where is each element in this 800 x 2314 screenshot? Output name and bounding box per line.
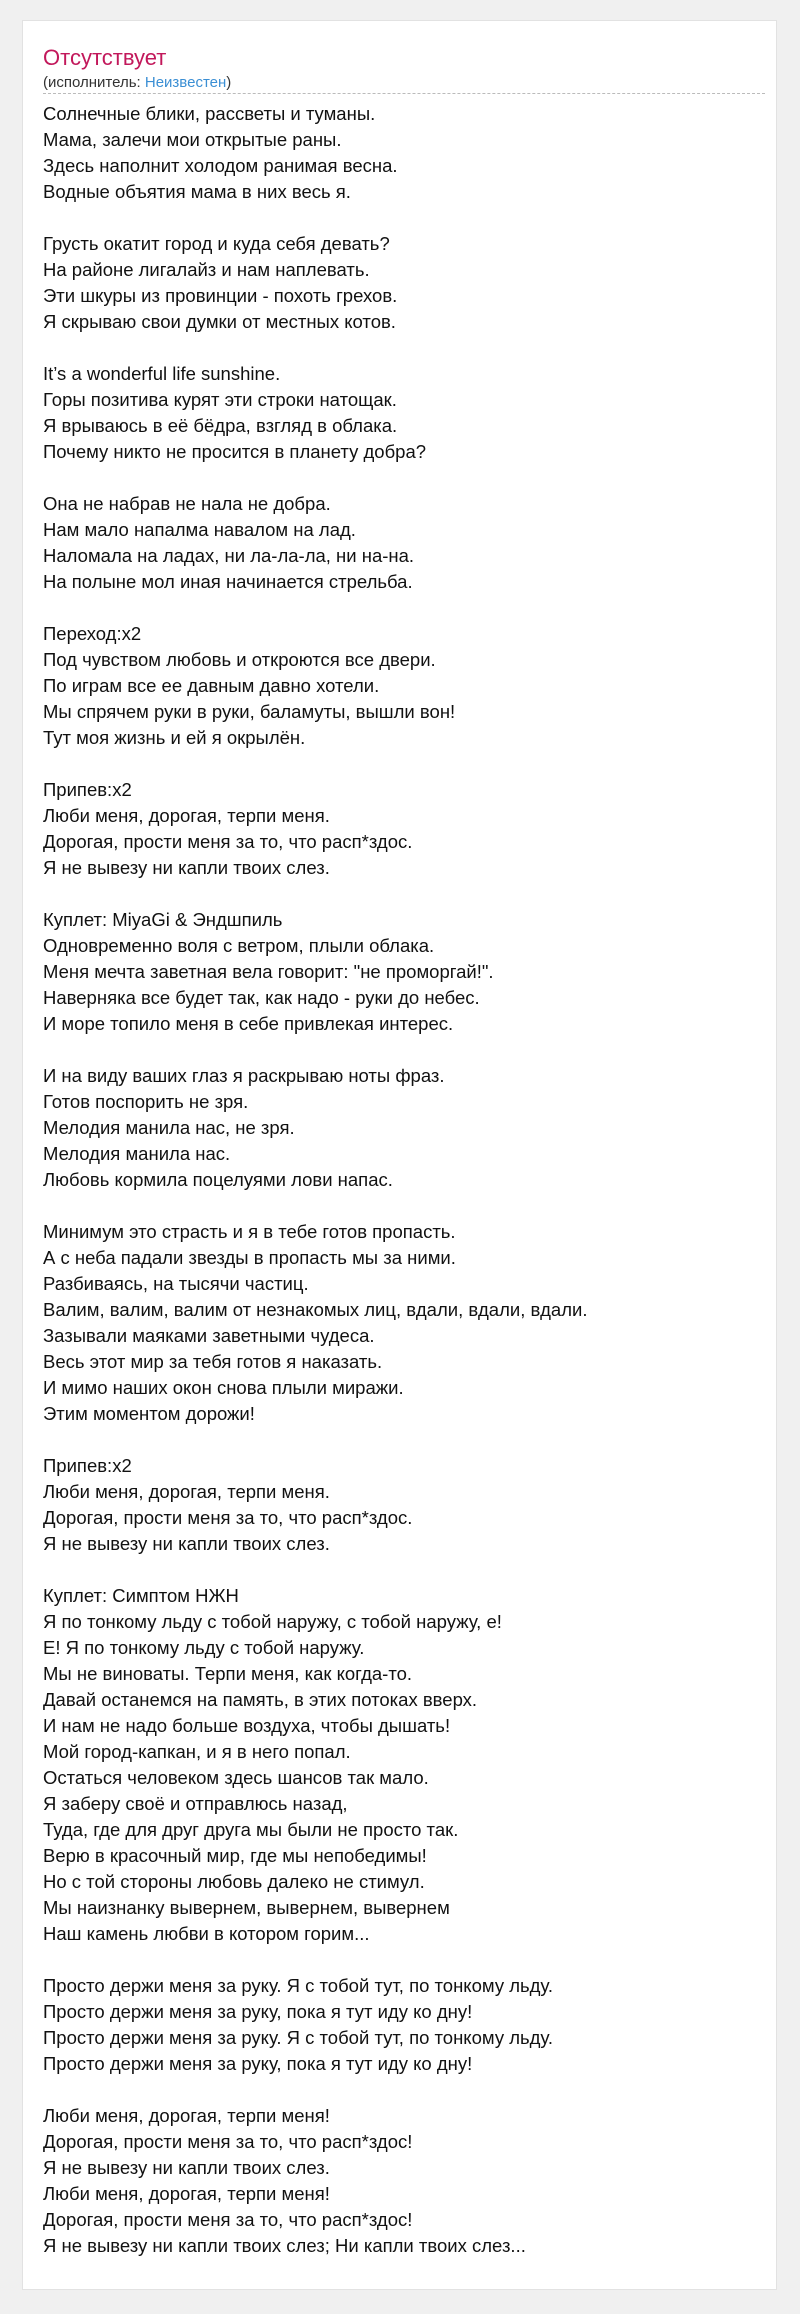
lyric-line: Куплет: MiyaGi & Эндшпиль	[43, 909, 283, 930]
lyric-line: Я скрываю свои думки от местных котов.	[43, 311, 396, 332]
lyric-line: Здесь наполнит холодом ранимая весна.	[43, 155, 398, 176]
stanza-break	[43, 1427, 765, 1453]
lyric-line: Мелодия манила нас, не зря.	[43, 1117, 295, 1138]
artist-link[interactable]: Неизвестен	[144, 74, 227, 91]
lyric-line: Зазывали маяками заветными чудеса.	[43, 1325, 375, 1346]
lyric-line: Валим, валим, валим от незнакомых лиц, вдали, вдали, вдали.	[43, 1299, 588, 1320]
lyric-line: Мой город-капкан, и я в него попал.	[43, 1741, 351, 1762]
lyric-line: Люби меня, дорогая, терпи меня!	[43, 2105, 330, 2126]
lyric-line: Люби меня, дорогая, терпи меня.	[43, 1481, 330, 1502]
lyric-line: Этим моментом дорожи!	[43, 1403, 255, 1424]
lyric-line: Мы не виноваты. Терпи меня, как когда-то.	[43, 1663, 413, 1684]
lyric-line: Мы спрячем руки в руки, баламуты, вышли вон!	[43, 701, 456, 722]
stanza-break	[43, 2077, 765, 2103]
stanza-break	[43, 751, 765, 777]
lyric-line: Она не набрав не нала не добра.	[43, 493, 331, 514]
song-title: Отсутствует	[43, 45, 167, 70]
lyric-line: Грусть окатит город и куда себя девать?	[43, 233, 390, 254]
lyric-line: Дорогая, прости меня за то, что расп*здос!	[43, 2209, 413, 2230]
lyric-line: It’s a wonderful life sunshine.	[43, 363, 281, 384]
lyric-line: Тут моя жизнь и ей я окрылён.	[43, 727, 306, 748]
lyric-line: Мама, залечи мои открытые раны.	[43, 129, 342, 150]
stanza-break	[43, 1037, 765, 1063]
lyric-line: Просто держи меня за руку. Я с тобой тут, по тонкому льду.	[43, 2027, 553, 2048]
stanza-break	[43, 205, 765, 231]
lyric-line: Дорогая, прости меня за то, что расп*здос.	[43, 1507, 413, 1528]
lyric-line: Весь этот мир за тебя готов я наказать.	[43, 1351, 383, 1372]
lyric-line: Дорогая, прости меня за то, что расп*здос!	[43, 2131, 413, 2152]
lyric-line: Туда, где для друг друга мы были не просто так.	[43, 1819, 459, 1840]
lyric-line: Просто держи меня за руку. Я с тобой тут, по тонкому льду.	[43, 1975, 553, 1996]
artist-prefix: (исполнитель:	[43, 74, 145, 91]
lyric-line: Припев:x2	[43, 1455, 132, 1476]
lyric-line: Одновременно воля с ветром, плыли облака.	[43, 935, 435, 956]
lyric-line: Водные объятия мама в них весь я.	[43, 181, 351, 202]
lyric-line: И нам не надо больше воздуха, чтобы дышать!	[43, 1715, 451, 1736]
stanza-break	[43, 1947, 765, 1973]
lyric-line: Верю в красочный мир, где мы непобедимы!	[43, 1845, 427, 1866]
lyric-line: Мы наизнанку вывернем, вывернем, вывернем	[43, 1897, 450, 1918]
lyric-line: Я не вывезу ни капли твоих слез.	[43, 857, 330, 878]
lyric-line: И на виду ваших глаз я раскрываю ноты фраз.	[43, 1065, 445, 1086]
stanza-break	[43, 335, 765, 361]
lyric-line: Я не вывезу ни капли твоих слез.	[43, 1533, 330, 1554]
lyric-line: Давай останемся на память, в этих потоках вверх.	[43, 1689, 478, 1710]
stanza-break	[43, 465, 765, 491]
lyric-line: Я врываюсь в её бёдра, взгляд в облака.	[43, 415, 398, 436]
lyric-line: Переход:x2	[43, 623, 142, 644]
lyric-line: Наш камень любви в котором горим...	[43, 1923, 370, 1944]
lyric-line: Я по тонкому льду с тобой наружу, с тобой наружу, е!	[43, 1611, 502, 1632]
lyric-line: Куплет: Симптом НЖН	[43, 1585, 239, 1606]
lyric-line: И мимо наших окон снова плыли миражи.	[43, 1377, 404, 1398]
lyric-line: Почему никто не просится в планету добра?	[43, 441, 427, 462]
lyric-line: Люби меня, дорогая, терпи меня.	[43, 805, 330, 826]
lyric-line: А с неба падали звезды в пропасть мы за ними.	[43, 1247, 456, 1268]
stanza-break	[43, 1557, 765, 1583]
lyric-line: Солнечные блики, рассветы и туманы.	[43, 103, 376, 124]
lyric-line: Но с той стороны любовь далеко не стимул.	[43, 1871, 425, 1892]
lyric-line: Эти шкуры из провинции - похоть грехов.	[43, 285, 398, 306]
lyric-line: На полыне мол иная начинается стрельба.	[43, 571, 413, 592]
lyric-line: Просто держи меня за руку, пока я тут иду ко дну!	[43, 2001, 473, 2022]
lyric-line: Готов поспорить не зря.	[43, 1091, 249, 1112]
lyrics-page	[22, 20, 777, 2290]
lyric-line: Любовь кормила поцелуями лови напас.	[43, 1169, 393, 1190]
stanza-break	[43, 595, 765, 621]
lyrics-text	[43, 101, 765, 2259]
lyric-line: Минимум это страсть и я в тебе готов пропасть.	[43, 1221, 456, 1242]
lyric-line: Мелодия манила нас.	[43, 1143, 231, 1164]
lyric-line: И море топило меня в себе привлекая интерес.	[43, 1013, 454, 1034]
stanza-break	[43, 881, 765, 907]
lyric-line: Дорогая, прости меня за то, что расп*здос.	[43, 831, 413, 852]
lyric-line: Меня мечта заветная вела говорит: "не проморгай!".	[43, 961, 494, 982]
lyric-line: Припев:x2	[43, 779, 132, 800]
lyric-line: Наломала на ладах, ни ла-ла-ла, ни на-на.	[43, 545, 415, 566]
lyric-line: Просто держи меня за руку, пока я тут иду ко дну!	[43, 2053, 473, 2074]
lyric-line: Е! Я по тонкому льду с тобой наружу.	[43, 1637, 365, 1658]
stanza-break	[43, 1193, 765, 1219]
lyric-line: Я не вывезу ни капли твоих слез; Ни капли твоих слез...	[43, 2235, 526, 2256]
lyric-line: Люби меня, дорогая, терпи меня!	[43, 2183, 330, 2204]
artist-suffix: )	[226, 74, 232, 91]
lyric-line: Я заберу своё и отправлюсь назад,	[43, 1793, 348, 1814]
lyric-line: Горы позитива курят эти строки натощак.	[43, 389, 397, 410]
lyric-line: Остаться человеком здесь шансов так мало.	[43, 1767, 429, 1788]
lyric-line: Под чувством любовь и откроются все двери.	[43, 649, 436, 670]
lyric-line: Наверняка все будет так, как надо - руки до небес.	[43, 987, 480, 1008]
lyric-line: Нам мало напалма навалом на лад.	[43, 519, 356, 540]
artist-line	[43, 73, 765, 94]
lyric-line: Я не вывезу ни капли твоих слез.	[43, 2157, 330, 2178]
lyric-line: По играм все ее давным давно хотели.	[43, 675, 380, 696]
lyric-line: На районе лигалайз и нам наплевать.	[43, 259, 370, 280]
lyric-line: Разбиваясь, на тысячи частиц.	[43, 1273, 309, 1294]
